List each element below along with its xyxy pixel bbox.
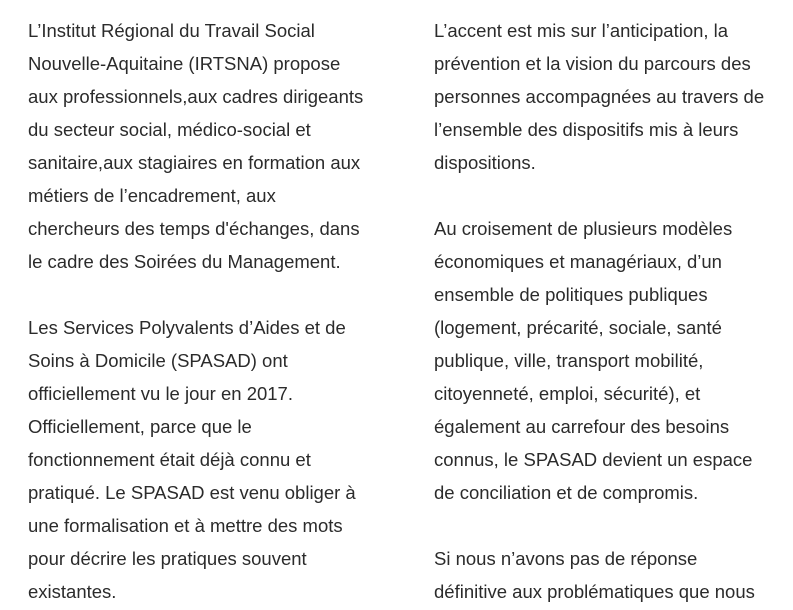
text-line: publique, ville, transport mobilité, — [434, 350, 704, 371]
anticipation-paragraph — [434, 14, 793, 179]
closing-paragraph — [434, 542, 793, 608]
text-line: l’ensemble des dispositifs mis à leurs — [434, 119, 739, 140]
text-line: connus, le SPASAD devient un espace — [434, 449, 753, 470]
text-line: pour décrire les pratiques souvent — [28, 548, 307, 569]
left-column — [28, 14, 398, 608]
text-line: sanitaire,aux stagiaires en formation aux — [28, 152, 361, 173]
text-line: officiellement vu le jour en 2017. — [28, 383, 293, 404]
text-line: dispositions. — [434, 152, 536, 173]
text-line: économiques et managériaux, d’un — [434, 251, 722, 272]
text-line: Au croisement de plusieurs modèles — [434, 218, 733, 239]
paragraph-gap — [28, 278, 398, 311]
text-line: Si nous n’avons pas de réponse — [434, 548, 698, 569]
paragraph-gap — [434, 179, 793, 212]
text-line: L’accent est mis sur l’anticipation, la — [434, 20, 729, 41]
text-line: pratiqué. Le SPASAD est venu obliger à — [28, 482, 356, 503]
text-line: Les Services Polyvalents d’Aides et de — [28, 317, 346, 338]
crossroads-paragraph — [434, 212, 793, 509]
text-line: existantes. — [28, 581, 117, 602]
text-line: une formalisation et à mettre des mots — [28, 515, 343, 536]
text-line: citoyenneté, emploi, sécurité), et — [434, 383, 701, 404]
text-line: de conciliation et de compromis. — [434, 482, 699, 503]
text-line: Officiellement, parce que le — [28, 416, 252, 437]
text-line: (logement, précarité, sociale, santé — [434, 317, 722, 338]
right-column — [434, 14, 793, 608]
text-line: personnes accompagnées au travers de — [434, 86, 765, 107]
text-line: aux professionnels,aux cadres dirigeants — [28, 86, 364, 107]
spasad-paragraph — [28, 311, 398, 608]
text-line: définitive aux problématiques que nous — [434, 581, 755, 602]
text-line: également au carrefour des besoins — [434, 416, 730, 437]
text-line: Soins à Domicile (SPASAD) ont — [28, 350, 288, 371]
text-line: prévention et la vision du parcours des — [434, 53, 751, 74]
text-line: le cadre des Soirées du Management. — [28, 251, 341, 272]
intro-paragraph — [28, 14, 398, 278]
text-line: L’Institut Régional du Travail Social — [28, 20, 315, 41]
text-line: fonctionnement était déjà connu et — [28, 449, 311, 470]
paragraph-gap — [434, 509, 793, 542]
text-line: du secteur social, médico-social et — [28, 119, 311, 140]
text-line: Nouvelle-Aquitaine (IRTSNA) propose — [28, 53, 341, 74]
text-line: ensemble de politiques publiques — [434, 284, 708, 305]
text-line: chercheurs des temps d'échanges, dans — [28, 218, 360, 239]
text-line: métiers de l’encadrement, aux — [28, 185, 276, 206]
